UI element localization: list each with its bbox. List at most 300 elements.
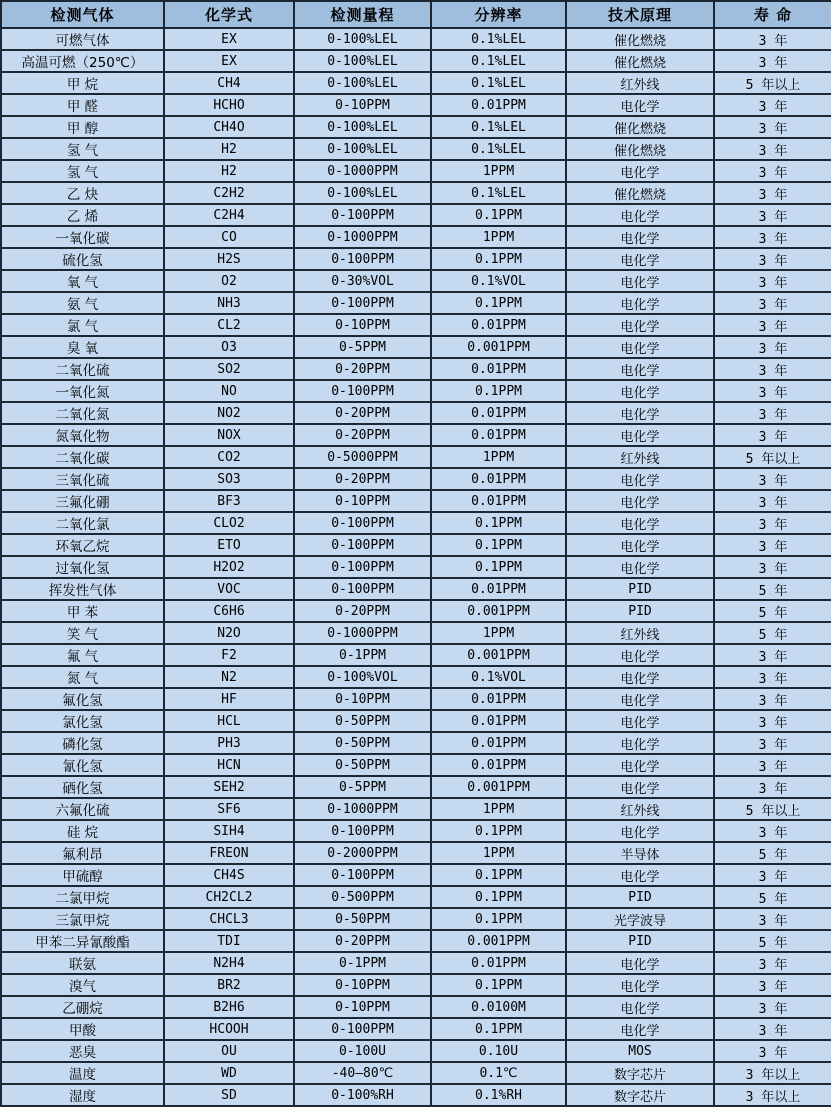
cell-range: 0-100PPM (294, 204, 431, 226)
cell-formula: TDI (164, 930, 294, 952)
cell-gas: 氨 气 (1, 292, 164, 314)
cell-gas: 氯 气 (1, 314, 164, 336)
cell-range: 0-100U (294, 1040, 431, 1062)
cell-formula: N2O (164, 622, 294, 644)
table-row (1, 1018, 831, 1040)
cell-range: 0-2000PPM (294, 842, 431, 864)
cell-principle: 电化学 (566, 380, 714, 402)
cell-resolution: 0.1PPM (431, 864, 566, 886)
cell-gas: 氟 气 (1, 644, 164, 666)
cell-lifespan: 3 年 (714, 996, 831, 1018)
cell-lifespan: 3 年 (714, 314, 831, 336)
table-row (1, 864, 831, 886)
cell-formula: HF (164, 688, 294, 710)
cell-gas: 氮氧化物 (1, 424, 164, 446)
cell-formula: VOC (164, 578, 294, 600)
cell-resolution: 0.01PPM (431, 94, 566, 116)
cell-principle: 半导体 (566, 842, 714, 864)
cell-lifespan: 3 年 (714, 666, 831, 688)
cell-resolution: 0.1%VOL (431, 270, 566, 292)
cell-principle: 催化燃烧 (566, 28, 714, 50)
cell-resolution: 0.0100M (431, 996, 566, 1018)
cell-range: 0-1000PPM (294, 226, 431, 248)
table-row (1, 798, 831, 820)
cell-resolution: 0.01PPM (431, 490, 566, 512)
cell-formula: CH4O (164, 116, 294, 138)
cell-lifespan: 3 年 (714, 358, 831, 380)
cell-gas: 二氯甲烷 (1, 886, 164, 908)
cell-lifespan: 5 年 (714, 842, 831, 864)
table-row (1, 930, 831, 952)
cell-principle: 电化学 (566, 270, 714, 292)
table-row (1, 182, 831, 204)
cell-gas: 过氧化氢 (1, 556, 164, 578)
cell-lifespan: 3 年以上 (714, 1084, 831, 1106)
cell-lifespan: 3 年 (714, 1018, 831, 1040)
cell-formula: FREON (164, 842, 294, 864)
cell-lifespan: 3 年 (714, 556, 831, 578)
cell-lifespan: 3 年 (714, 468, 831, 490)
cell-gas: 联氨 (1, 952, 164, 974)
cell-gas: 笑 气 (1, 622, 164, 644)
cell-range: 0-1000PPM (294, 622, 431, 644)
cell-lifespan: 3 年 (714, 710, 831, 732)
cell-lifespan: 3 年 (714, 94, 831, 116)
cell-gas: 温度 (1, 1062, 164, 1084)
cell-lifespan: 3 年 (714, 952, 831, 974)
cell-formula: OU (164, 1040, 294, 1062)
cell-range: 0-20PPM (294, 402, 431, 424)
cell-resolution: 0.01PPM (431, 732, 566, 754)
cell-range: 0-50PPM (294, 710, 431, 732)
table-row (1, 996, 831, 1018)
cell-resolution: 0.01PPM (431, 424, 566, 446)
cell-principle: 电化学 (566, 424, 714, 446)
cell-gas: 磷化氢 (1, 732, 164, 754)
cell-resolution: 0.1%LEL (431, 50, 566, 72)
cell-principle: PID (566, 886, 714, 908)
table-row (1, 94, 831, 116)
cell-range: 0-100PPM (294, 292, 431, 314)
cell-lifespan: 5 年 (714, 578, 831, 600)
cell-range: 0-100PPM (294, 556, 431, 578)
cell-range: 0-50PPM (294, 754, 431, 776)
table-row (1, 248, 831, 270)
table-row (1, 314, 831, 336)
cell-gas: 乙 炔 (1, 182, 164, 204)
cell-principle: 光学波导 (566, 908, 714, 930)
cell-formula: CLO2 (164, 512, 294, 534)
cell-lifespan: 3 年 (714, 50, 831, 72)
cell-formula: CH4 (164, 72, 294, 94)
table-row (1, 336, 831, 358)
cell-principle: 电化学 (566, 556, 714, 578)
cell-principle: 电化学 (566, 1018, 714, 1040)
table-row (1, 820, 831, 842)
cell-formula: WD (164, 1062, 294, 1084)
cell-range: 0-5PPM (294, 776, 431, 798)
cell-lifespan: 3 年 (714, 534, 831, 556)
cell-gas: 二氧化氮 (1, 402, 164, 424)
cell-principle: 数字芯片 (566, 1084, 714, 1106)
cell-range: 0-1000PPM (294, 798, 431, 820)
cell-gas: 六氟化硫 (1, 798, 164, 820)
cell-lifespan: 3 年以上 (714, 1062, 831, 1084)
cell-principle: 催化燃烧 (566, 50, 714, 72)
cell-resolution: 1PPM (431, 622, 566, 644)
table-row (1, 1040, 831, 1062)
cell-resolution: 0.1PPM (431, 1018, 566, 1040)
cell-principle: 电化学 (566, 490, 714, 512)
cell-gas: 甲酸 (1, 1018, 164, 1040)
header-principle: 技术原理 (566, 1, 714, 28)
cell-resolution: 0.01PPM (431, 710, 566, 732)
table-row (1, 710, 831, 732)
cell-formula: BR2 (164, 974, 294, 996)
cell-resolution: 0.01PPM (431, 688, 566, 710)
cell-resolution: 0.01PPM (431, 314, 566, 336)
header-resolution: 分辨率 (431, 1, 566, 28)
cell-resolution: 0.001PPM (431, 600, 566, 622)
cell-gas: 三氧化硫 (1, 468, 164, 490)
cell-formula: HCOOH (164, 1018, 294, 1040)
cell-resolution: 1PPM (431, 446, 566, 468)
cell-principle: 电化学 (566, 94, 714, 116)
cell-gas: 一氧化氮 (1, 380, 164, 402)
cell-formula: PH3 (164, 732, 294, 754)
table-row (1, 644, 831, 666)
cell-range: 0-50PPM (294, 732, 431, 754)
table-row (1, 666, 831, 688)
table-row (1, 270, 831, 292)
cell-resolution: 0.1PPM (431, 908, 566, 930)
cell-principle: 电化学 (566, 292, 714, 314)
cell-principle: 电化学 (566, 710, 714, 732)
cell-resolution: 0.1%LEL (431, 28, 566, 50)
cell-formula: H2 (164, 160, 294, 182)
cell-lifespan: 3 年 (714, 424, 831, 446)
cell-resolution: 0.1PPM (431, 292, 566, 314)
cell-lifespan: 3 年 (714, 204, 831, 226)
table-row (1, 358, 831, 380)
cell-formula: ETO (164, 534, 294, 556)
cell-lifespan: 5 年 (714, 930, 831, 952)
table-row (1, 578, 831, 600)
cell-principle: 催化燃烧 (566, 182, 714, 204)
table-row (1, 380, 831, 402)
cell-formula: C2H2 (164, 182, 294, 204)
table-row (1, 28, 831, 50)
cell-principle: 红外线 (566, 798, 714, 820)
cell-principle: 电化学 (566, 358, 714, 380)
cell-resolution: 0.1PPM (431, 974, 566, 996)
cell-gas: 环氧乙烷 (1, 534, 164, 556)
cell-range: 0-100%LEL (294, 28, 431, 50)
cell-gas: 二氧化碳 (1, 446, 164, 468)
cell-lifespan: 3 年 (714, 974, 831, 996)
cell-resolution: 0.1PPM (431, 512, 566, 534)
cell-principle: 红外线 (566, 446, 714, 468)
table-row (1, 886, 831, 908)
table-row (1, 908, 831, 930)
cell-gas: 二氧化氯 (1, 512, 164, 534)
cell-range: 0-100%VOL (294, 666, 431, 688)
cell-range: 0-1PPM (294, 644, 431, 666)
table-row (1, 446, 831, 468)
table-row (1, 116, 831, 138)
cell-principle: 数字芯片 (566, 1062, 714, 1084)
cell-formula: H2S (164, 248, 294, 270)
cell-principle: PID (566, 600, 714, 622)
cell-range: 0-20PPM (294, 600, 431, 622)
cell-range: 0-100PPM (294, 512, 431, 534)
cell-principle: 电化学 (566, 204, 714, 226)
cell-gas: 可燃气体 (1, 28, 164, 50)
cell-principle: 红外线 (566, 622, 714, 644)
cell-range: 0-10PPM (294, 688, 431, 710)
cell-formula: CH2CL2 (164, 886, 294, 908)
cell-gas: 硫化氢 (1, 248, 164, 270)
cell-lifespan: 3 年 (714, 160, 831, 182)
cell-lifespan: 3 年 (714, 138, 831, 160)
cell-gas: 甲硫醇 (1, 864, 164, 886)
cell-resolution: 0.1%VOL (431, 666, 566, 688)
cell-resolution: 1PPM (431, 798, 566, 820)
cell-resolution: 0.01PPM (431, 358, 566, 380)
cell-formula: BF3 (164, 490, 294, 512)
cell-range: 0-20PPM (294, 424, 431, 446)
cell-resolution: 0.1PPM (431, 248, 566, 270)
cell-formula: SO2 (164, 358, 294, 380)
cell-resolution: 0.001PPM (431, 776, 566, 798)
cell-formula: SIH4 (164, 820, 294, 842)
cell-range: 0-100PPM (294, 864, 431, 886)
cell-range: 0-10PPM (294, 490, 431, 512)
cell-range: 0-1PPM (294, 952, 431, 974)
cell-resolution: 0.1PPM (431, 204, 566, 226)
cell-range: 0-100PPM (294, 380, 431, 402)
cell-formula: CH4S (164, 864, 294, 886)
cell-principle: 电化学 (566, 314, 714, 336)
cell-gas: 溴气 (1, 974, 164, 996)
cell-formula: SEH2 (164, 776, 294, 798)
cell-resolution: 0.1PPM (431, 556, 566, 578)
cell-lifespan: 3 年 (714, 908, 831, 930)
cell-gas: 臭 氧 (1, 336, 164, 358)
table-row (1, 1062, 831, 1084)
header-formula: 化学式 (164, 1, 294, 28)
table-row (1, 732, 831, 754)
cell-formula: HCL (164, 710, 294, 732)
cell-resolution: 0.1%RH (431, 1084, 566, 1106)
cell-lifespan: 3 年 (714, 754, 831, 776)
cell-gas: 三氟化硼 (1, 490, 164, 512)
cell-resolution: 0.1PPM (431, 820, 566, 842)
cell-principle: PID (566, 930, 714, 952)
table-row (1, 1084, 831, 1106)
cell-range: 0-10PPM (294, 996, 431, 1018)
cell-range: 0-5000PPM (294, 446, 431, 468)
cell-range: 0-100%RH (294, 1084, 431, 1106)
cell-gas: 一氧化碳 (1, 226, 164, 248)
cell-gas: 二氧化硫 (1, 358, 164, 380)
cell-principle: 电化学 (566, 160, 714, 182)
cell-gas: 甲苯二异氰酸酯 (1, 930, 164, 952)
cell-lifespan: 3 年 (714, 1040, 831, 1062)
cell-range: 0-100%LEL (294, 138, 431, 160)
cell-lifespan: 5 年 (714, 600, 831, 622)
cell-principle: PID (566, 578, 714, 600)
cell-principle: MOS (566, 1040, 714, 1062)
cell-lifespan: 3 年 (714, 292, 831, 314)
cell-resolution: 0.1PPM (431, 886, 566, 908)
cell-formula: N2H4 (164, 952, 294, 974)
header-lifespan: 寿 命 (714, 1, 831, 28)
cell-resolution: 1PPM (431, 226, 566, 248)
table-row (1, 512, 831, 534)
cell-range: -40—80℃ (294, 1062, 431, 1084)
table-body (1, 28, 831, 1106)
cell-principle: 电化学 (566, 534, 714, 556)
table-row (1, 490, 831, 512)
cell-formula: SF6 (164, 798, 294, 820)
cell-resolution: 0.1%LEL (431, 116, 566, 138)
cell-principle: 电化学 (566, 754, 714, 776)
cell-resolution: 1PPM (431, 842, 566, 864)
cell-range: 0-10PPM (294, 94, 431, 116)
cell-formula: CL2 (164, 314, 294, 336)
cell-lifespan: 3 年 (714, 270, 831, 292)
table-row (1, 468, 831, 490)
cell-principle: 电化学 (566, 732, 714, 754)
table-row (1, 534, 831, 556)
cell-formula: CHCL3 (164, 908, 294, 930)
cell-resolution: 0.001PPM (431, 336, 566, 358)
cell-gas: 高温可燃（250℃） (1, 50, 164, 72)
table-row (1, 204, 831, 226)
cell-lifespan: 5 年以上 (714, 446, 831, 468)
cell-gas: 甲 醇 (1, 116, 164, 138)
cell-range: 0-100PPM (294, 578, 431, 600)
cell-formula: C2H4 (164, 204, 294, 226)
cell-lifespan: 3 年 (714, 28, 831, 50)
cell-range: 0-100PPM (294, 534, 431, 556)
cell-formula: NOX (164, 424, 294, 446)
cell-range: 0-30%VOL (294, 270, 431, 292)
cell-range: 0-500PPM (294, 886, 431, 908)
cell-formula: HCN (164, 754, 294, 776)
cell-principle: 电化学 (566, 820, 714, 842)
cell-principle: 电化学 (566, 688, 714, 710)
cell-lifespan: 3 年 (714, 512, 831, 534)
cell-range: 0-20PPM (294, 468, 431, 490)
cell-principle: 电化学 (566, 644, 714, 666)
cell-range: 0-100%LEL (294, 182, 431, 204)
cell-lifespan: 3 年 (714, 226, 831, 248)
cell-gas: 氯化氢 (1, 710, 164, 732)
cell-lifespan: 3 年 (714, 248, 831, 270)
cell-resolution: 0.001PPM (431, 930, 566, 952)
table-row (1, 776, 831, 798)
cell-gas: 氟利昂 (1, 842, 164, 864)
cell-formula: O2 (164, 270, 294, 292)
table-row (1, 974, 831, 996)
cell-formula: SD (164, 1084, 294, 1106)
cell-resolution: 1PPM (431, 160, 566, 182)
table-row (1, 600, 831, 622)
cell-range: 0-100PPM (294, 1018, 431, 1040)
cell-principle: 电化学 (566, 974, 714, 996)
cell-resolution: 0.1%LEL (431, 138, 566, 160)
cell-lifespan: 5 年以上 (714, 798, 831, 820)
cell-principle: 电化学 (566, 468, 714, 490)
cell-lifespan: 3 年 (714, 820, 831, 842)
cell-range: 0-10PPM (294, 974, 431, 996)
table-row (1, 754, 831, 776)
cell-range: 0-100%LEL (294, 116, 431, 138)
cell-formula: EX (164, 50, 294, 72)
cell-gas: 挥发性气体 (1, 578, 164, 600)
cell-range: 0-10PPM (294, 314, 431, 336)
table-row (1, 556, 831, 578)
cell-gas: 恶臭 (1, 1040, 164, 1062)
cell-formula: N2 (164, 666, 294, 688)
cell-formula: H2 (164, 138, 294, 160)
cell-resolution: 0.01PPM (431, 402, 566, 424)
table-row (1, 402, 831, 424)
cell-lifespan: 5 年 (714, 622, 831, 644)
table-header-row (1, 1, 831, 28)
cell-formula: NO (164, 380, 294, 402)
cell-resolution: 0.01PPM (431, 468, 566, 490)
table-row (1, 424, 831, 446)
cell-gas: 甲 苯 (1, 600, 164, 622)
cell-principle: 电化学 (566, 864, 714, 886)
cell-principle: 电化学 (566, 952, 714, 974)
cell-formula: CO2 (164, 446, 294, 468)
header-range: 检测量程 (294, 1, 431, 28)
table-row (1, 50, 831, 72)
cell-formula: EX (164, 28, 294, 50)
cell-gas: 氧 气 (1, 270, 164, 292)
cell-principle: 电化学 (566, 248, 714, 270)
cell-principle: 电化学 (566, 402, 714, 424)
cell-range: 0-50PPM (294, 908, 431, 930)
cell-range: 0-5PPM (294, 336, 431, 358)
cell-resolution: 0.01PPM (431, 578, 566, 600)
cell-lifespan: 3 年 (714, 116, 831, 138)
cell-formula: H2O2 (164, 556, 294, 578)
cell-range: 0-20PPM (294, 930, 431, 952)
cell-range: 0-100PPM (294, 248, 431, 270)
cell-lifespan: 3 年 (714, 864, 831, 886)
cell-resolution: 0.1PPM (431, 534, 566, 556)
cell-gas: 三氯甲烷 (1, 908, 164, 930)
cell-range: 0-20PPM (294, 358, 431, 380)
cell-resolution: 0.1%LEL (431, 72, 566, 94)
table-row (1, 160, 831, 182)
cell-resolution: 0.1%LEL (431, 182, 566, 204)
cell-lifespan: 3 年 (714, 688, 831, 710)
cell-lifespan: 3 年 (714, 644, 831, 666)
cell-lifespan: 3 年 (714, 182, 831, 204)
cell-principle: 电化学 (566, 776, 714, 798)
cell-formula: C6H6 (164, 600, 294, 622)
cell-gas: 甲 烷 (1, 72, 164, 94)
cell-gas: 氰化氢 (1, 754, 164, 776)
cell-principle: 催化燃烧 (566, 116, 714, 138)
cell-resolution: 0.1PPM (431, 380, 566, 402)
